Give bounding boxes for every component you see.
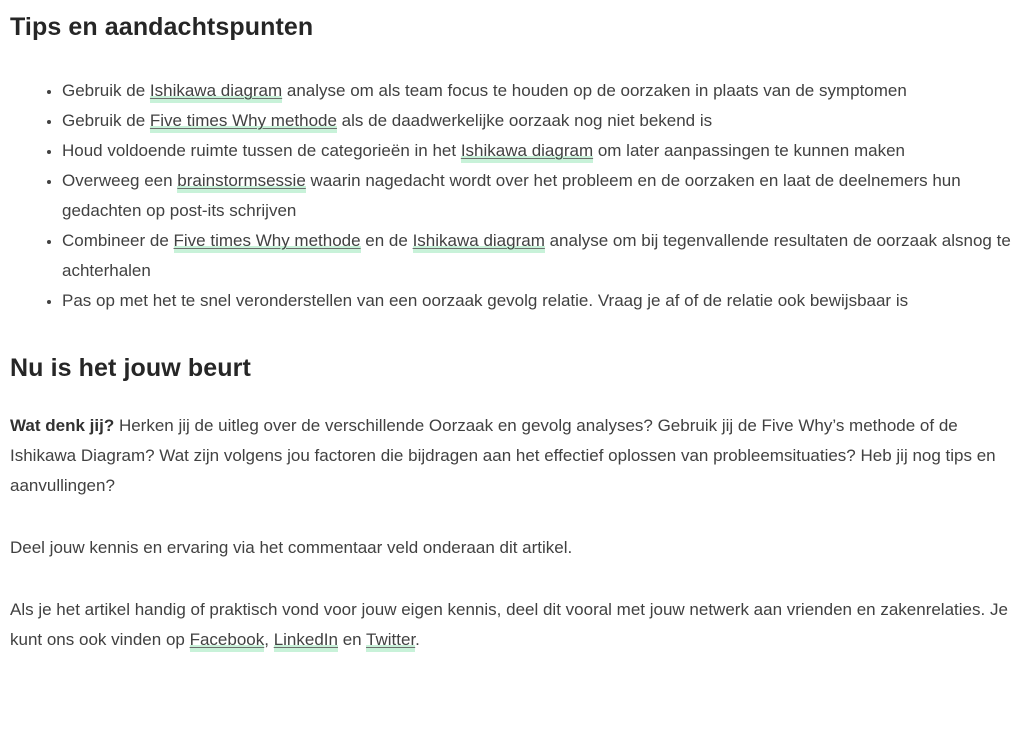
text-segment: Gebruik de: [62, 111, 150, 130]
tips-list-item: [62, 76, 1013, 106]
text-segment: waarin nagedacht wordt over het probleem en de oorzaken en laat de deelnemers hun gedachten op post-its schrijven: [62, 171, 961, 220]
text-segment: om later aanpassingen te kunnen maken: [593, 141, 905, 160]
closing-paragraphs: [10, 411, 1013, 655]
link-brainstormsessie[interactable]: brainstormsessie: [177, 171, 306, 193]
text-segment: Herken jij de uitleg over de verschillende Oorzaak en gevolg analyses? Gebruik jij de Five Why’s methode of de Ishikawa Diagram? Wat zijn volgens jou factoren die bijdragen aan het effectief oplossen van probleemsituaties? Heb jij nog tips en aanvullingen?: [10, 416, 996, 495]
link-ishikawa-diagram[interactable]: Ishikawa diagram: [461, 141, 593, 163]
tips-list: [10, 76, 1013, 316]
text-segment: Deel jouw kennis en ervaring via het commentaar veld onderaan dit artikel.: [10, 538, 573, 557]
bold-lead-text: Wat denk jij?: [10, 416, 115, 435]
text-segment: Combineer de: [62, 231, 174, 250]
link-facebook[interactable]: Facebook: [190, 630, 265, 652]
text-segment: Houd voldoende ruimte tussen de categorieën in het: [62, 141, 461, 160]
tips-list-item: [62, 136, 1013, 166]
text-segment: Overweeg een: [62, 171, 178, 190]
link-twitter[interactable]: Twitter: [366, 630, 415, 652]
text-segment: Pas op met het te snel veronderstellen van een oorzaak gevolg relatie. Vraag je af of de relatie ook bewijsbaar is: [62, 291, 909, 310]
text-segment: .: [415, 630, 420, 649]
paragraph: [10, 411, 1013, 501]
text-segment: analyse om bij tegenvallende resultaten de oorzaak alsnog te achterhalen: [62, 231, 1011, 280]
link-ishikawa-diagram[interactable]: Ishikawa diagram: [413, 231, 545, 253]
heading-your-turn: Nu is het jouw beurt: [10, 354, 251, 382]
link-ishikawa-diagram[interactable]: Ishikawa diagram: [150, 81, 282, 103]
heading-tips: Tips en aandachtspunten: [10, 13, 314, 41]
link-five-times-why-methode[interactable]: Five times Why methode: [150, 111, 337, 133]
tips-list-item: [62, 286, 1013, 316]
paragraph: [10, 533, 1013, 563]
paragraph: [10, 595, 1013, 655]
text-segment: analyse om als team focus te houden op de oorzaken in plaats van de symptomen: [282, 81, 907, 100]
text-segment: ,: [264, 630, 274, 649]
text-segment: Als je het artikel handig of praktisch vond voor jouw eigen kennis, deel dit vooral met jouw netwerk aan vrienden en zakenrelaties. Je kunt ons ook vinden op: [10, 600, 1008, 649]
tips-list-item: [62, 106, 1013, 136]
link-linkedin[interactable]: LinkedIn: [274, 630, 338, 652]
tips-list-item: [62, 226, 1013, 286]
text-segment: en: [337, 630, 367, 649]
tips-list-item: [62, 166, 1013, 226]
link-five-times-why-methode[interactable]: Five times Why methode: [174, 231, 361, 253]
text-segment: en de: [360, 231, 413, 250]
text-segment: Gebruik de: [62, 81, 150, 100]
text-segment: als de daadwerkelijke oorzaak nog niet bekend is: [336, 111, 713, 130]
